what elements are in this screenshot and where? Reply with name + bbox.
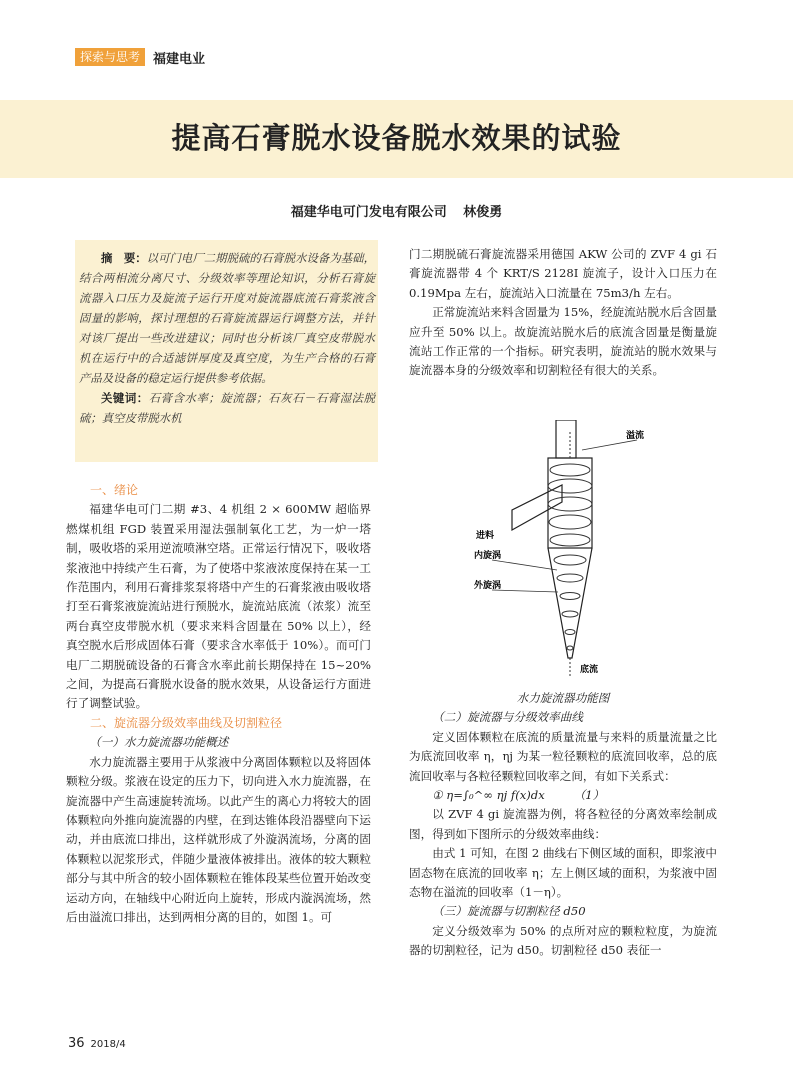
equation: ① η=∫₀^∞ ηj f(x)dx （1） bbox=[432, 788, 605, 803]
abstract bbox=[79, 248, 375, 428]
right-column-top bbox=[409, 245, 717, 381]
page-number: 36 bbox=[68, 1036, 85, 1051]
hydrocyclone-figure bbox=[462, 420, 682, 685]
left-column bbox=[66, 481, 371, 927]
section-heading-2: 二、旋流器分级效率曲线及切割粒径 bbox=[90, 715, 283, 730]
keywords-text: 石膏含水率；旋流器；石灰石－石膏湿法脱硫；真空皮带脱水机 bbox=[79, 391, 375, 425]
paragraph: 水力旋流器主要用于从浆液中分离固体颗粒以及将固体颗粒分级。浆液在设定的压力下，切向进入水力旋流器，在旋流器中产生高速旋转流场。以此产生的离心力将较大的固体颗粒向外推向旋流器的内壁，在到达锥体段沿器壁向下运动，并由底流口排出，这样就形成了外漩涡流场，分离的固体颗粒以泥浆形式，伴随少量液体被排出。液体的较大颗粒部分与其中所含的较小固体颗粒在锥体段某些位置开始改变运动方向，在轴线中心附近向上旋转，形成内漩涡流场，然后由溢流口排出，达到两相分离的目的，如图 1。可 bbox=[66, 754, 371, 924]
section-tag: 探索与思考 bbox=[75, 48, 145, 66]
label-inner-vortex: 内旋涡 bbox=[474, 551, 502, 561]
paragraph: 定义分级效率为 50% 的点所对应的颗粒粒度，为旋流器的切割粒径，记为 d50。切割粒径 d50 表征一 bbox=[409, 923, 717, 958]
paper-title: 提高石膏脱水设备脱水效果的试验 bbox=[171, 121, 622, 155]
paragraph: 正常旋流站来料含固量为 15%，经旋流站脱水后含固量应升至 50% 以上。故旋流站脱水后的底流含固量是衡量旋流站工作正常的一个指标。研究表明，旋流站的脱水效果与旋流器本身的分级效率和切割粒径有很大的关系。 bbox=[409, 305, 717, 378]
author-org: 福建华电可门发电有限公司 bbox=[290, 205, 447, 220]
subsection-heading: （三）旋流器与切割粒径 d50 bbox=[432, 904, 586, 919]
issue-date: 2018/4 bbox=[90, 1039, 126, 1050]
paragraph: 以 ZVF 4 gi 旋流器为例，将各粒径的分离效率绘制成图，得到如下图所示的分级效率曲线： bbox=[409, 807, 717, 841]
paragraph: 由式 1 可知，在图 2 曲线右下侧区域的面积，即浆液中固态物在底流的回收率 η；左上侧区域的面积，为浆液中固态物在溢流的回收率（1－η）。 bbox=[409, 846, 717, 900]
paragraph: 门二期脱硫石膏旋流器采用德国 AKW 公司的 ZVF 4 gi 石膏旋流器带 4 个 KRT/S 2128I 旋流子，设计入口压力在 0.19Mpa 左右，旋流站入口流量在 75m3/h 左右。 bbox=[409, 247, 717, 300]
figure-caption: 水力旋流器功能图 bbox=[516, 691, 610, 705]
running-header bbox=[75, 47, 205, 67]
abstract-label: 摘 要： bbox=[101, 251, 147, 265]
journal-name: 福建电业 bbox=[153, 51, 206, 67]
subsection-heading: （一）水力旋流器功能概述 bbox=[89, 735, 229, 750]
paragraph: 福建华电可门二期 #3、4 机组 2 × 600MW 超临界燃煤机组 FGD 装置采用湿法强制氧化工艺，为一炉一塔制，吸收塔的采用逆流喷淋空塔。正常运行情况下，吸收塔浆液池中持续产生石膏，为了使塔中浆液浓度保持在某一工作范围内，利用石膏排浆泵将塔中产生的石膏浆液由吸收塔打至石膏浆液旋流站进行预脱水，旋流站底流（浓浆）流至两台真空皮带脱水机（要求来料含固量在 50% 以上），经真空脱水后形成固体石膏（要求含水率低于 10%）。而可门电厂二期脱硫设备的石膏含水率此前长期保持在 15~20% 之间，为提高石膏脱水设备的脱水效果，从设备运行方面进行了调整试验。 bbox=[66, 502, 371, 711]
label-underflow: 底流 bbox=[580, 665, 599, 675]
abstract-text: 以可门电厂二期脱硫的石膏脱水设备为基础，结合两相流分离尺寸、分级效率等理论知识，分析石膏旋流器入口压力及旋流子运行开度对旋流器底流石膏浆液含固量的影响，探讨理想的石膏旋流器运行调整方法，并针对该厂提出一些改进建议；同时也分析该厂真空皮带脱水机在运行中的合适滤饼厚度及真空度，为生产合格的石膏产品及设备的稳定运行提供参考依据。 bbox=[79, 251, 375, 385]
page-footer bbox=[68, 1036, 126, 1051]
paragraph: 定义固体颗粒在底流的质量流量与来料的质量流量之比为底流回收率 η，ηj 为某一粒径颗粒的底流回收率，总的底流回收率与各粒径颗粒回收率之间，有如下关系式： bbox=[409, 729, 717, 783]
label-outer-vortex: 外旋涡 bbox=[474, 581, 502, 591]
author-name: 林俊勇 bbox=[463, 205, 503, 220]
label-overflow: 溢流 bbox=[626, 431, 645, 441]
subsection-heading: （二）旋流器与分级效率曲线 bbox=[432, 710, 583, 725]
right-column-bottom bbox=[409, 689, 717, 961]
author-line bbox=[0, 201, 793, 220]
section-heading-1: 一、绪论 bbox=[90, 483, 139, 497]
keywords-label: 关键词： bbox=[101, 391, 149, 405]
label-feed: 进料 bbox=[476, 531, 495, 541]
